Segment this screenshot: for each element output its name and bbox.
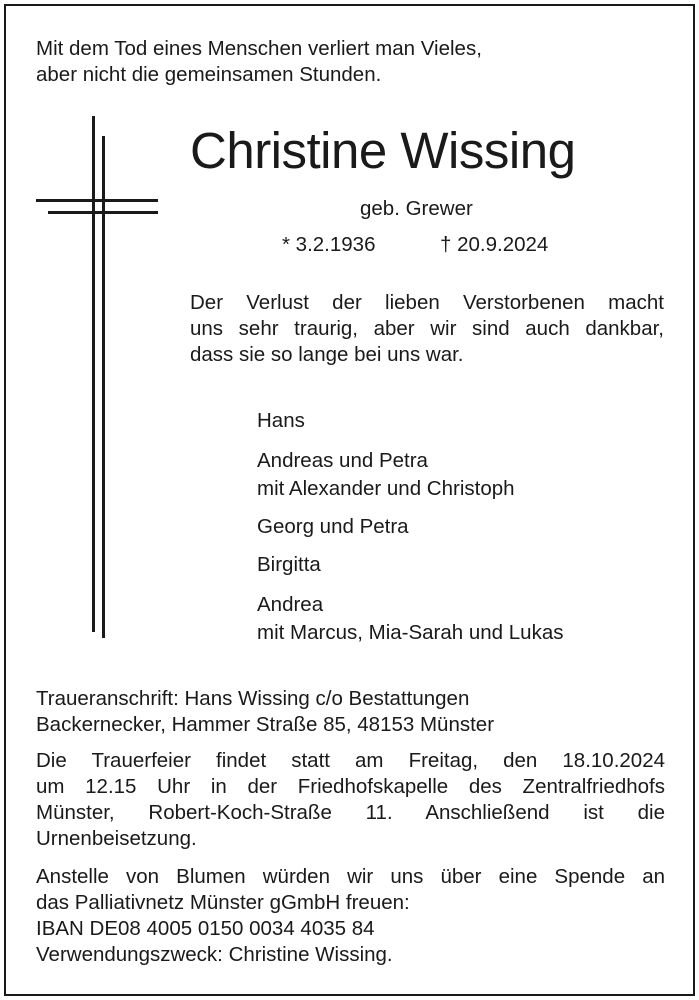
cross-vertical-bar bbox=[92, 116, 95, 632]
birth-date: * 3.2.1936 bbox=[282, 233, 376, 256]
address-line: Backernecker, Hammer Straße 85, 48153 Münster bbox=[36, 713, 495, 736]
mourner-name: mit Marcus, Mia-Sarah und Lukas bbox=[257, 621, 564, 644]
obituary-notice bbox=[4, 4, 695, 996]
mourner-name: Hans bbox=[257, 409, 305, 432]
address-line: Traueranschrift: Hans Wissing c/o Bestattungen bbox=[36, 687, 470, 710]
motto-line-1: Mit dem Tod eines Menschen verliert man Vieles, bbox=[36, 37, 482, 60]
donation-line: das Palliativnetz Münster gGmbH freuen: bbox=[36, 891, 410, 914]
cross-horizontal-bar bbox=[48, 211, 158, 214]
motto-line-2: aber nicht die gemeinsamen Stunden. bbox=[36, 63, 382, 86]
mourner-name: Georg und Petra bbox=[257, 515, 409, 538]
deceased-name: Christine Wissing bbox=[190, 122, 576, 179]
mourner-name: Andreas und Petra bbox=[257, 449, 428, 472]
birth-name: geb. Grewer bbox=[360, 197, 473, 220]
cross-horizontal-bar bbox=[36, 199, 158, 202]
donation-line: Anstelle von Blumen würden wir uns über eine Spende an bbox=[36, 865, 665, 888]
ceremony-line: Die Trauerfeier findet statt am Freitag, den 18.10.2024 bbox=[36, 749, 665, 772]
mourner-name: mit Alexander und Christoph bbox=[257, 477, 515, 500]
donation-purpose-line: Verwendungszweck: Christine Wissing. bbox=[36, 943, 393, 966]
tribute-line: uns sehr traurig, aber wir sind auch dankbar, bbox=[190, 317, 664, 340]
iban-line: IBAN DE08 4005 0150 0034 4035 84 bbox=[36, 917, 375, 940]
death-date: † 20.9.2024 bbox=[440, 233, 549, 256]
ceremony-line: Urnenbeisetzung. bbox=[36, 827, 197, 850]
tribute-line: Der Verlust der lieben Verstorbenen macht bbox=[190, 291, 664, 314]
tribute-line: dass sie so lange bei uns war. bbox=[190, 343, 464, 366]
mourner-name: Birgitta bbox=[257, 553, 321, 576]
mourner-name: Andrea bbox=[257, 593, 324, 616]
ceremony-line: Münster, Robert-Koch-Straße 11. Anschließend ist die bbox=[36, 801, 665, 824]
ceremony-line: um 12.15 Uhr in der Friedhofskapelle des Zentralfriedhofs bbox=[36, 775, 665, 798]
